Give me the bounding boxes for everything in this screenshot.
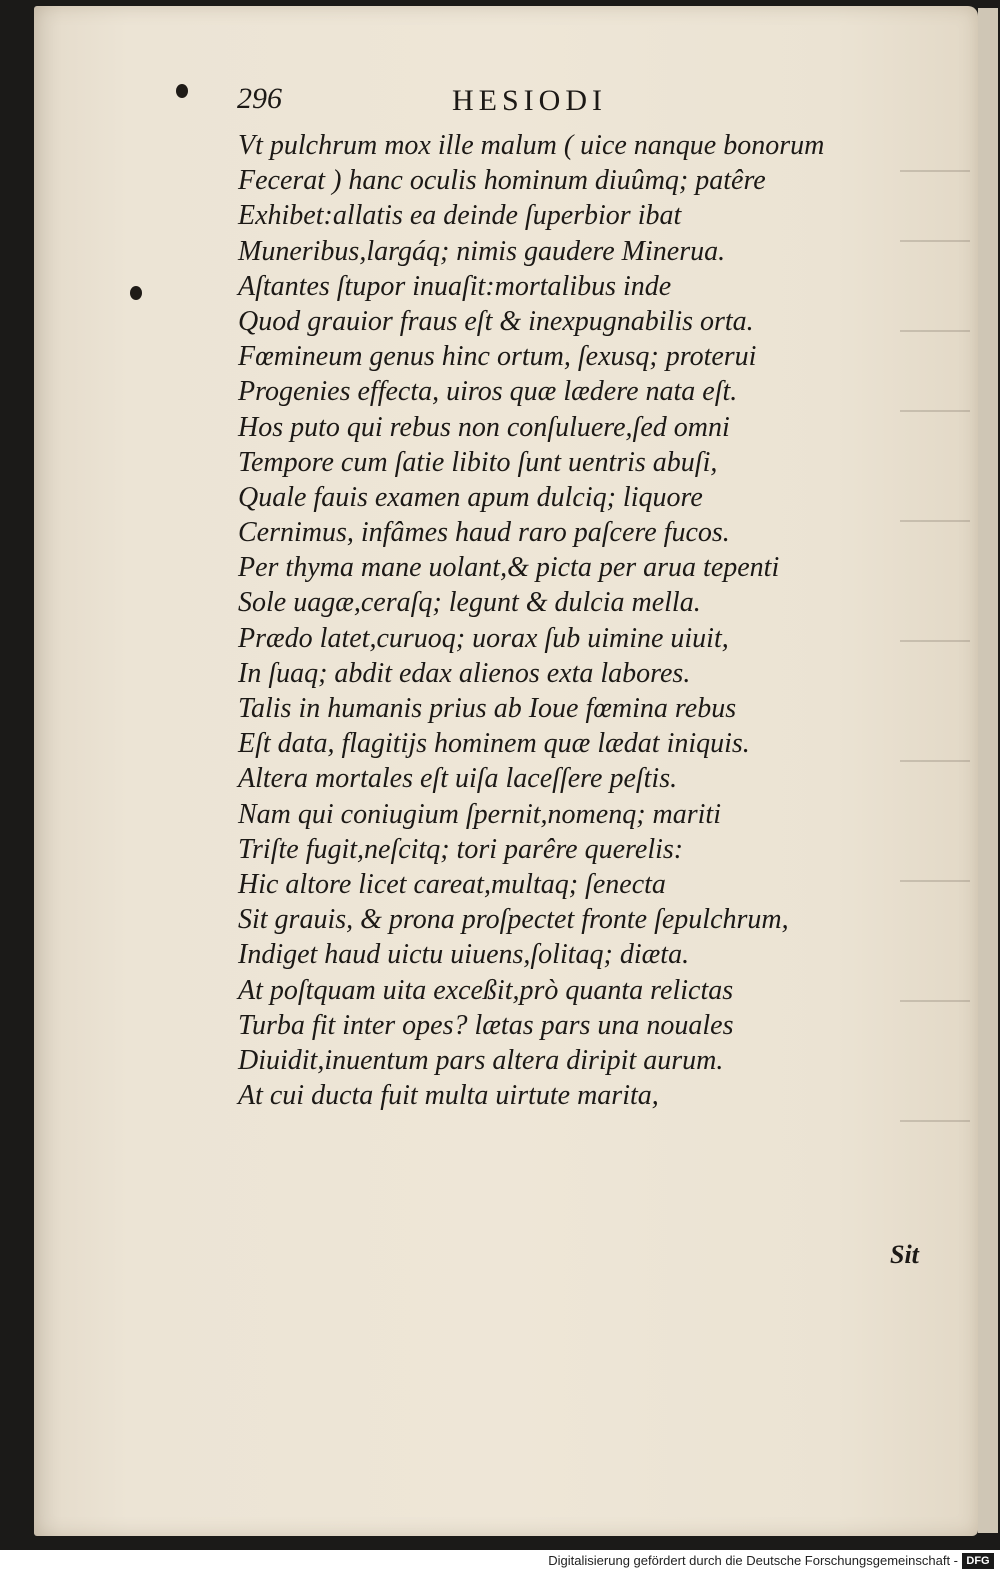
verse-line: Sole uagæ,ceraſq; legunt & dulcia mella.	[238, 587, 701, 619]
verse-line: Vt pulchrum mox ille malum ( uice nanque bonorum	[238, 130, 825, 161]
show-through-line	[900, 640, 970, 642]
facing-page-edge	[978, 8, 998, 1533]
binding-hole-mark	[130, 286, 142, 300]
verse-line: Eſt data, flagitijs hominem quæ lædat iniquis.	[238, 728, 750, 760]
verse-line: Quod grauior fraus eſt & inexpugnabilis orta.	[238, 305, 754, 337]
verse-line: Hos puto qui rebus non conſuluere,ſed omni	[238, 411, 730, 443]
digitization-footer	[0, 1550, 1000, 1573]
show-through-line	[900, 1000, 970, 1002]
show-through-line	[900, 240, 970, 242]
show-through-line	[900, 760, 970, 762]
verse-line: Progenies effecta, uiros quæ lædere nata eſt.	[238, 376, 738, 408]
verse-line: In ſuaq; abdit edax alienos exta labores.	[238, 657, 691, 689]
page-header	[237, 80, 657, 124]
show-through-line	[900, 170, 970, 172]
verse-line: At poſtquam uita exceßit,prò quanta relictas	[238, 974, 734, 1006]
show-through-line	[900, 330, 970, 332]
verse-line: Turba fit inter opes? lætas pars una nouales	[238, 1009, 734, 1041]
verse-text-block	[238, 128, 878, 1113]
funding-credit: Digitalisierung gefördert durch die Deutsche Forschungsgemeinschaft -	[548, 1553, 958, 1568]
verse-line: At cui ducta fuit multa uirtute marita,	[238, 1080, 659, 1112]
verse-line: Diuidit,inuentum pars altera diripit aurum.	[238, 1044, 724, 1076]
show-through-line	[900, 520, 970, 522]
verse-line: Muneribus,largáq; nimis gaudere Minerua.	[238, 235, 726, 267]
show-through-line	[900, 1120, 970, 1122]
verse-line: Prædo latet,curuoq; uorax ſub uimine uiuit,	[238, 622, 729, 654]
running-title: HESIODI	[452, 84, 607, 117]
verse-line: Quale fauis examen apum dulciq; liquore	[238, 481, 703, 513]
show-through-line	[900, 410, 970, 412]
page-number: 296	[237, 82, 282, 115]
verse-line: Nam qui coniugium ſpernit,nomenq; mariti	[238, 798, 721, 830]
verse-line: Sit grauis, & prona proſpectet fronte ſepulchrum,	[238, 904, 789, 936]
verse-line: Triſte fugit,neſcitq; tori parêre querelis:	[238, 833, 684, 865]
verse-line: Altera mortales eſt uiſa laceſſere peſtis.	[238, 763, 678, 795]
show-through-line	[900, 880, 970, 882]
verse-line: Talis in humanis prius ab Ioue fœmina rebus	[238, 693, 737, 724]
verse-line: Fœmineum genus hinc ortum, ſexusq; proterui	[238, 341, 757, 373]
verse-line: Fecerat ) hanc oculis hominum diuûmq; patêre	[238, 165, 766, 197]
verse-line: Indiget haud uictu uiuens,ſolitaq; diæta.	[238, 939, 690, 971]
verse-line: Per thyma mane uolant,& picta per arua tepenti	[238, 552, 780, 584]
dfg-logo: DFG	[962, 1553, 994, 1569]
verse-line: Aſtantes ſtupor inuaſit:mortalibus inde	[238, 270, 672, 302]
catchword: Sit	[890, 1240, 919, 1269]
verse-line: Hic altore licet careat,multaq; ſenecta	[238, 868, 666, 900]
verse-line: Cernimus, infâmes haud raro paſcere fucos.	[238, 517, 730, 549]
verse-line: Tempore cum ſatie libito ſunt uentris abuſi,	[238, 446, 718, 478]
binding-hole-mark	[176, 84, 188, 98]
verse-line: Exhibet:allatis ea deinde ſuperbior ibat	[238, 200, 682, 232]
